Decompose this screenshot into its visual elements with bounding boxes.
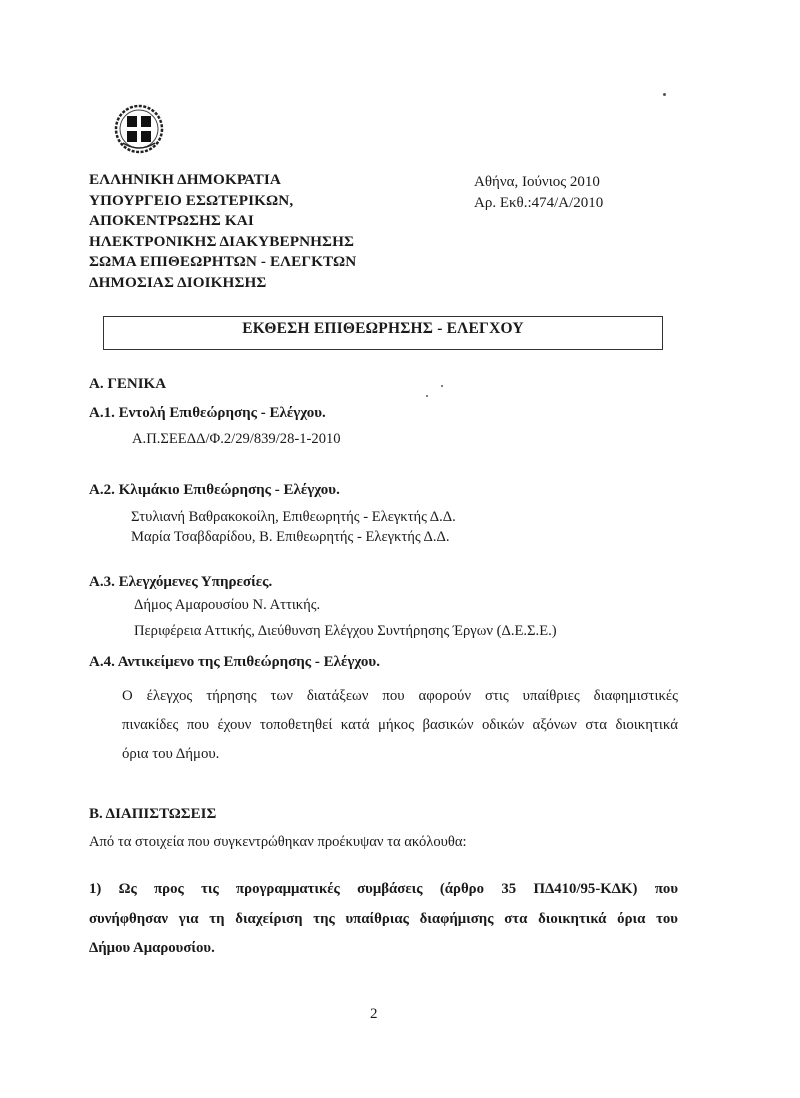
report-number: Αρ. Εκθ.:474/Α/2010 — [474, 195, 604, 211]
paragraph-line: Δήμου Αμαρουσίου. — [89, 940, 215, 956]
paragraph-line: Ο έλεγχος τήρησης των διατάξεων που αφορούν στις υπαίθριες διαφημιστικές — [122, 688, 678, 704]
a3-service: Περιφέρεια Αττικής, Διεύθυνση Ελέγχου Συντήρησης Έργων (Δ.Ε.Σ.Ε.) — [134, 623, 557, 639]
paragraph-line: πινακίδες που έχουν τοποθετηθεί κατά μήκος βασικών οδικών αξόνων στα διοικητικά — [122, 717, 678, 733]
paragraph-line: 1) Ως προς τις προγραμματικές συμβάσεις (άρθρο 35 ΠΔ410/95-ΚΔΚ) που — [89, 881, 678, 897]
paragraph-line: όρια του Δήμου. — [122, 746, 220, 762]
section-a-heading: Α. ΓΕΝΙΚΑ — [89, 376, 167, 392]
section-b-heading: Β. ΔΙΑΠΙΣΤΩΣΕΙΣ — [89, 806, 217, 822]
greek-coat-of-arms-icon — [113, 103, 165, 155]
document-meta — [474, 172, 603, 214]
org-line: ΑΠΟΚΕΝΤΡΩΣΗΣ ΚΑΙ — [89, 212, 254, 230]
finding-1 — [89, 875, 678, 964]
org-line: ΗΛΕΚΤΡΟΝΙΚΗΣ ΔΙΑΚΥΒΕΡΝΗΣΗΣ — [89, 232, 355, 250]
a3-service: Δήμος Αμαρουσίου Ν. Αττικής. — [134, 597, 321, 613]
a4-description — [122, 682, 678, 769]
a2-member: Στυλιανή Βαθρακοκοίλη, Επιθεωρητής - Ελεγκτής Δ.Δ. — [131, 509, 456, 525]
place-date: Αθήνα, Ιούνιος 2010 — [474, 174, 600, 190]
a1-heading: Α.1. Εντολή Επιθεώρησης - Ελέγχου. — [89, 405, 326, 421]
a2-heading: Α.2. Κλιμάκιο Επιθεώρησης - Ελέγχου. — [89, 482, 340, 498]
a1-mandate-number: Α.Π.ΣΕΕΔΔ/Φ.2/29/839/28-1-2010 — [132, 431, 341, 447]
scan-speck — [426, 395, 428, 397]
a2-member: Μαρία Τσαβδαρίδου, Β. Επιθεωρητής - Ελεγκτής Δ.Δ. — [131, 529, 450, 545]
page-number: 2 — [370, 1006, 378, 1022]
scan-speck — [441, 385, 443, 387]
report-title: ΕΚΘΕΣΗ ΕΠΙΘΕΩΡΗΣΗΣ - ΕΛΕΓΧΟΥ — [242, 320, 524, 337]
report-title-box — [103, 316, 663, 350]
org-line: ΣΩΜΑ ΕΠΙΘΕΩΡΗΤΩΝ - ΕΛΕΓΚΤΩΝ — [89, 253, 357, 271]
org-line: ΥΠΟΥΡΓΕΙΟ ΕΣΩΤΕΡΙΚΩΝ, — [89, 191, 294, 209]
org-line: ΕΛΛΗΝΙΚΗ ΔΗΜΟΚΡΑΤΙΑ — [89, 171, 281, 188]
paragraph-line: συνήφθησαν για τη διαχείριση της υπαίθριας διαφήμισης στα διοικητικά όρια του — [89, 910, 678, 927]
a4-heading: Α.4. Αντικείμενο της Επιθεώρησης - Ελέγχου. — [89, 654, 380, 670]
section-b-intro: Από τα στοιχεία που συγκεντρώθηκαν προέκυψαν τα ακόλουθα: — [89, 834, 467, 850]
scan-speck — [663, 93, 666, 96]
a3-heading: Α.3. Ελεγχόμενες Υπηρεσίες. — [89, 574, 273, 590]
issuing-organization — [89, 170, 356, 294]
org-line: ΔΗΜΟΣΙΑΣ ΔΙΟΙΚΗΣΗΣ — [89, 273, 267, 291]
